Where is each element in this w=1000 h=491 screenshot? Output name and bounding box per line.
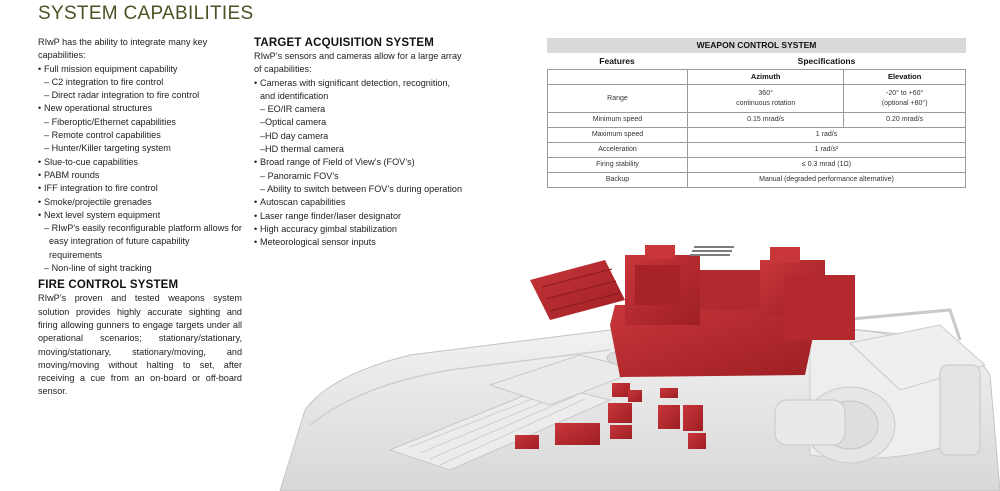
table-row <box>548 143 966 158</box>
vehicle-turret-illustration <box>250 225 1000 491</box>
table-row <box>548 85 966 113</box>
list-item: – Non-line of sight tracking <box>44 263 152 274</box>
table-row <box>548 158 966 173</box>
range-azimuth-line1: 360° <box>758 89 773 97</box>
list-item: • Cameras with significant detection, recognition, and identification <box>254 77 464 104</box>
page-title: SYSTEM CAPABILITIES <box>38 3 254 24</box>
range-elevation-line2: (optional +80°) <box>881 99 928 107</box>
range-elevation-line1: -20° to +60° <box>885 89 924 97</box>
elevation-header: Elevation <box>844 70 966 85</box>
list-item: • Autoscan capabilities <box>254 196 464 209</box>
min-speed-azimuth: 0.15 mrad/s <box>688 113 844 128</box>
range-azimuth-line2: continuous rotation <box>736 99 796 107</box>
list-item: –HD day camera <box>260 130 329 141</box>
list-item: • Broad range of Field of View’s (FOV’s) <box>254 156 464 169</box>
acceleration-label: Acceleration <box>548 143 688 158</box>
capabilities-list <box>38 63 242 276</box>
range-label: Range <box>548 85 688 113</box>
fire-control-title: FIRE CONTROL SYSTEM <box>38 279 179 292</box>
list-item: • Next level system equipment <box>38 209 242 222</box>
list-item: – Fiberoptic/Ethernet capabilities <box>44 116 176 127</box>
weapon-control-table <box>547 38 966 188</box>
table-header <box>547 53 966 69</box>
backup-value: Manual (degraded performance alternative) <box>688 173 966 188</box>
capabilities-intro: RIwP has the ability to integrate many key capabilities: <box>38 37 208 61</box>
table-row <box>548 128 966 143</box>
azimuth-header: Azimuth <box>688 70 844 85</box>
firing-stability-value: ≤ 0.3 mrad (1Ω) <box>688 158 966 173</box>
list-item: – Hunter/Killer targeting system <box>44 143 171 154</box>
list-item: – EO/IR camera <box>260 104 326 115</box>
list-item: –Optical camera <box>260 117 327 128</box>
list-item: • Meteorological sensor inputs <box>254 236 464 249</box>
list-item: – C2 integration to fire control <box>44 76 164 87</box>
list-item: • PABM rounds <box>38 169 242 182</box>
fire-control-text: RIwP’s proven and tested weapons system solution provides highly accurate sighting and firing allowing gunners to engage targets under all operational scenarios; stationary/stationary, moving/stationary, stationary/moving, and moving/moving without halting to set, after receiving a cue from an on-board or off-board sensor. <box>38 293 242 397</box>
list-item: • New operational structures <box>38 102 242 115</box>
max-speed-value: 1 rad/s <box>688 128 966 143</box>
middle-column <box>254 36 464 249</box>
target-acquisition-intro: RIwP’s sensors and cameras allow for a large array of capabilities: <box>254 51 462 75</box>
min-speed-elevation: 0.20 mrad/s <box>844 113 966 128</box>
list-item: –HD thermal camera <box>260 144 344 155</box>
spec-table <box>547 69 966 188</box>
list-item: • High accuracy gimbal stabilization <box>254 223 464 236</box>
acceleration-value: 1 rad/s² <box>688 143 966 158</box>
specifications-header: Specifications <box>797 56 856 66</box>
range-elevation <box>844 85 966 113</box>
list-item: • Smoke/projectile grenades <box>38 196 242 209</box>
list-item: – Panoramic FOV’s <box>260 170 339 181</box>
empty-cell <box>548 70 688 85</box>
target-acquisition-title: TARGET ACQUISITION SYSTEM <box>254 37 435 49</box>
list-item: • IFF integration to fire control <box>38 182 242 195</box>
table-row <box>548 70 966 85</box>
table-title: WEAPON CONTROL SYSTEM <box>547 38 966 53</box>
list-item: – Remote control capabilities <box>44 130 161 141</box>
list-item: – RIwP’s easily reconfigurable platform allows for easy integration of future capability requirements <box>44 223 242 260</box>
target-acquisition-list <box>254 77 464 250</box>
range-azimuth <box>688 85 844 113</box>
left-column <box>38 36 242 399</box>
table-row <box>548 173 966 188</box>
firing-stability-label: Firing stability <box>548 158 688 173</box>
list-item: • Laser range finder/laser designator <box>254 210 464 223</box>
list-item: • Slue-to-cue capabilities <box>38 156 242 169</box>
backup-label: Backup <box>548 173 688 188</box>
min-speed-label: Minimum speed <box>548 113 688 128</box>
features-header: Features <box>599 56 635 66</box>
list-item: – Direct radar integration to fire control <box>44 90 200 101</box>
max-speed-label: Maximum speed <box>548 128 688 143</box>
list-item: • Full mission equipment capability <box>38 63 242 76</box>
list-item: – Ability to switch between FOV’s during operation <box>260 183 463 194</box>
table-row <box>548 113 966 128</box>
